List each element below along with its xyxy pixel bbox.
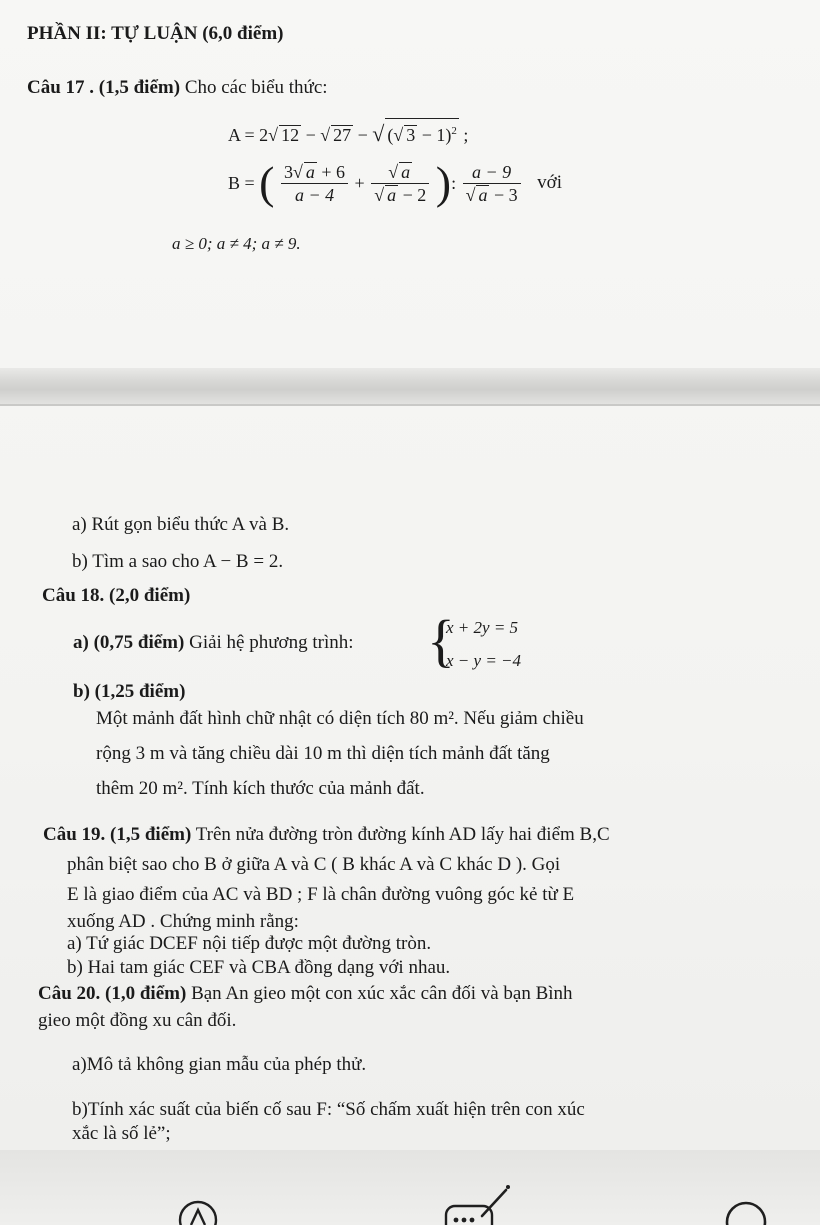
q20-heading	[38, 983, 573, 1005]
expr-a-square: 2	[451, 125, 457, 137]
expr-a-minus: −	[301, 125, 321, 145]
expr-b-fraction-2: $\frac{√ a}{√ a - 2}$	[371, 161, 429, 206]
expr-b-colon: :	[451, 173, 457, 193]
equation-2: x − y = −4	[446, 651, 522, 670]
page-divider	[0, 368, 820, 404]
q18-part-a	[73, 632, 354, 654]
q19-heading	[43, 824, 610, 846]
frac2-num-root: a	[401, 161, 411, 182]
q18-b-line-3: thêm 20 m². Tính kích thước của mảnh đất.	[96, 778, 425, 799]
system-brace: {	[427, 608, 455, 673]
frac3-numerator: a − 9	[463, 161, 521, 184]
frac1-num-coef: 3	[284, 161, 293, 182]
expr-a-root-12: 12	[281, 125, 300, 145]
q18-part-a-text: Giải hệ phương trình:	[184, 632, 354, 653]
q17-part-a: a) Rút gọn biểu thức A và B.	[72, 514, 290, 535]
expr-a-root-3: 3	[406, 125, 416, 145]
equation-1: x + 2y = 5	[446, 618, 519, 637]
q19-part-b: b) Hai tam giác CEF và CBA đồng dạng với nhau.	[67, 957, 451, 978]
frac3-den-rest: − 3	[489, 184, 518, 205]
frac2-den-rest: − 2	[398, 184, 427, 205]
expr-b-fraction-3: $\frac{a - 9}{√ a - 3}$	[463, 161, 521, 206]
expr-a-paren-open: (	[387, 125, 394, 145]
q19-line-3: E là giao điểm của AC và BD ; F là chân đường vuông góc kẻ từ E	[67, 884, 575, 905]
q20-part-b-line-1: b)Tính xác suất của biến cố sau F: “Số chấm xuất hiện trên con xúc	[72, 1099, 585, 1120]
frac2-den-root: a	[387, 184, 397, 205]
q20-part-a: a)Mô tả không gian mẫu của phép thử.	[72, 1054, 367, 1075]
q19-heading-bold: Câu 19. (1,5 điểm)	[43, 824, 192, 845]
q17-part-b: b) Tìm a sao cho A − B = 2.	[72, 551, 284, 572]
text-format-icon[interactable]	[176, 1198, 220, 1225]
expression-a: A = 2√ 12 − √ 27 − √ (√ 3 − 1)$^2$ ;	[228, 118, 468, 146]
q18-b-line-2: rộng 3 m và tăng chiều dài 10 m thì diện tích mảnh đất tăng	[96, 743, 550, 764]
page-divider-line	[0, 404, 820, 406]
q18-part-b: b) (1,25 điểm)	[73, 681, 186, 702]
search-icon[interactable]	[722, 1196, 776, 1225]
section-title: PHẦN II: TỰ LUẬN (6,0 điểm)	[27, 23, 284, 44]
expr-b-with: với	[537, 172, 562, 193]
frac1-denominator: a − 4	[294, 184, 335, 205]
q17-heading	[27, 77, 328, 99]
q20-part-b-line-2: xắc là số lẻ”;	[72, 1123, 171, 1144]
q20-line-2: gieo một đồng xu cân đối.	[38, 1010, 237, 1031]
frac1-num-rest: + 6	[316, 161, 346, 182]
q20-heading-text: Bạn An gieo một con xúc xắc cân đối và bạn Bình	[186, 983, 573, 1004]
expr-b-fraction-1: $\frac{3√ a + 6}{a - 4}$	[281, 161, 348, 206]
expr-a-paren-close: − 1)	[417, 125, 452, 145]
q19-part-a: a) Tứ giác DCEF nội tiếp được một đường tròn.	[67, 933, 432, 954]
frac3-den-root: a	[478, 184, 488, 205]
bottom-toolbar	[0, 1150, 820, 1225]
q20-heading-bold: Câu 20. (1,0 điểm)	[38, 983, 187, 1004]
q18-part-a-bold: a) (0,75 điểm)	[73, 632, 185, 653]
expr-a-root-27: 27	[333, 125, 352, 145]
expr-a-lhs: A = 2	[228, 125, 269, 145]
q19-heading-text: Trên nửa đường tròn đường kính AD lấy hai điểm B,C	[191, 824, 610, 845]
q18-b-line-1: Một mảnh đất hình chữ nhật có diện tích 80 m². Nếu giảm chiều	[96, 708, 584, 729]
expr-b-plus: +	[354, 173, 365, 193]
q17-heading-text: Cho các biểu thức:	[180, 77, 328, 98]
draw-icon[interactable]	[442, 1176, 514, 1225]
condition: a ≥ 0; a ≠ 4; a ≠ 9.	[172, 234, 301, 253]
frac1-num-root: a	[305, 161, 315, 182]
q19-line-4: xuống AD . Chứng minh rằng:	[67, 911, 299, 932]
q19-line-2: phân biệt sao cho B ở giữa A và C ( B khác A và C khác D ). Gọi	[67, 854, 561, 875]
expr-b-lhs: B =	[228, 173, 255, 193]
expr-a-minus-2: −	[353, 125, 373, 145]
q18-heading: Câu 18. (2,0 điểm)	[42, 585, 191, 606]
q17-heading-bold: Câu 17 . (1,5 điểm)	[27, 77, 181, 98]
expr-a-end: ;	[458, 125, 469, 145]
expression-b: B = ( $\frac{3√ a + 6}{a - 4}$ + $\frac{√ a}{√ a - 2}$ ): $\frac{a - 9}{√ a - 3}$ với	[228, 157, 562, 208]
